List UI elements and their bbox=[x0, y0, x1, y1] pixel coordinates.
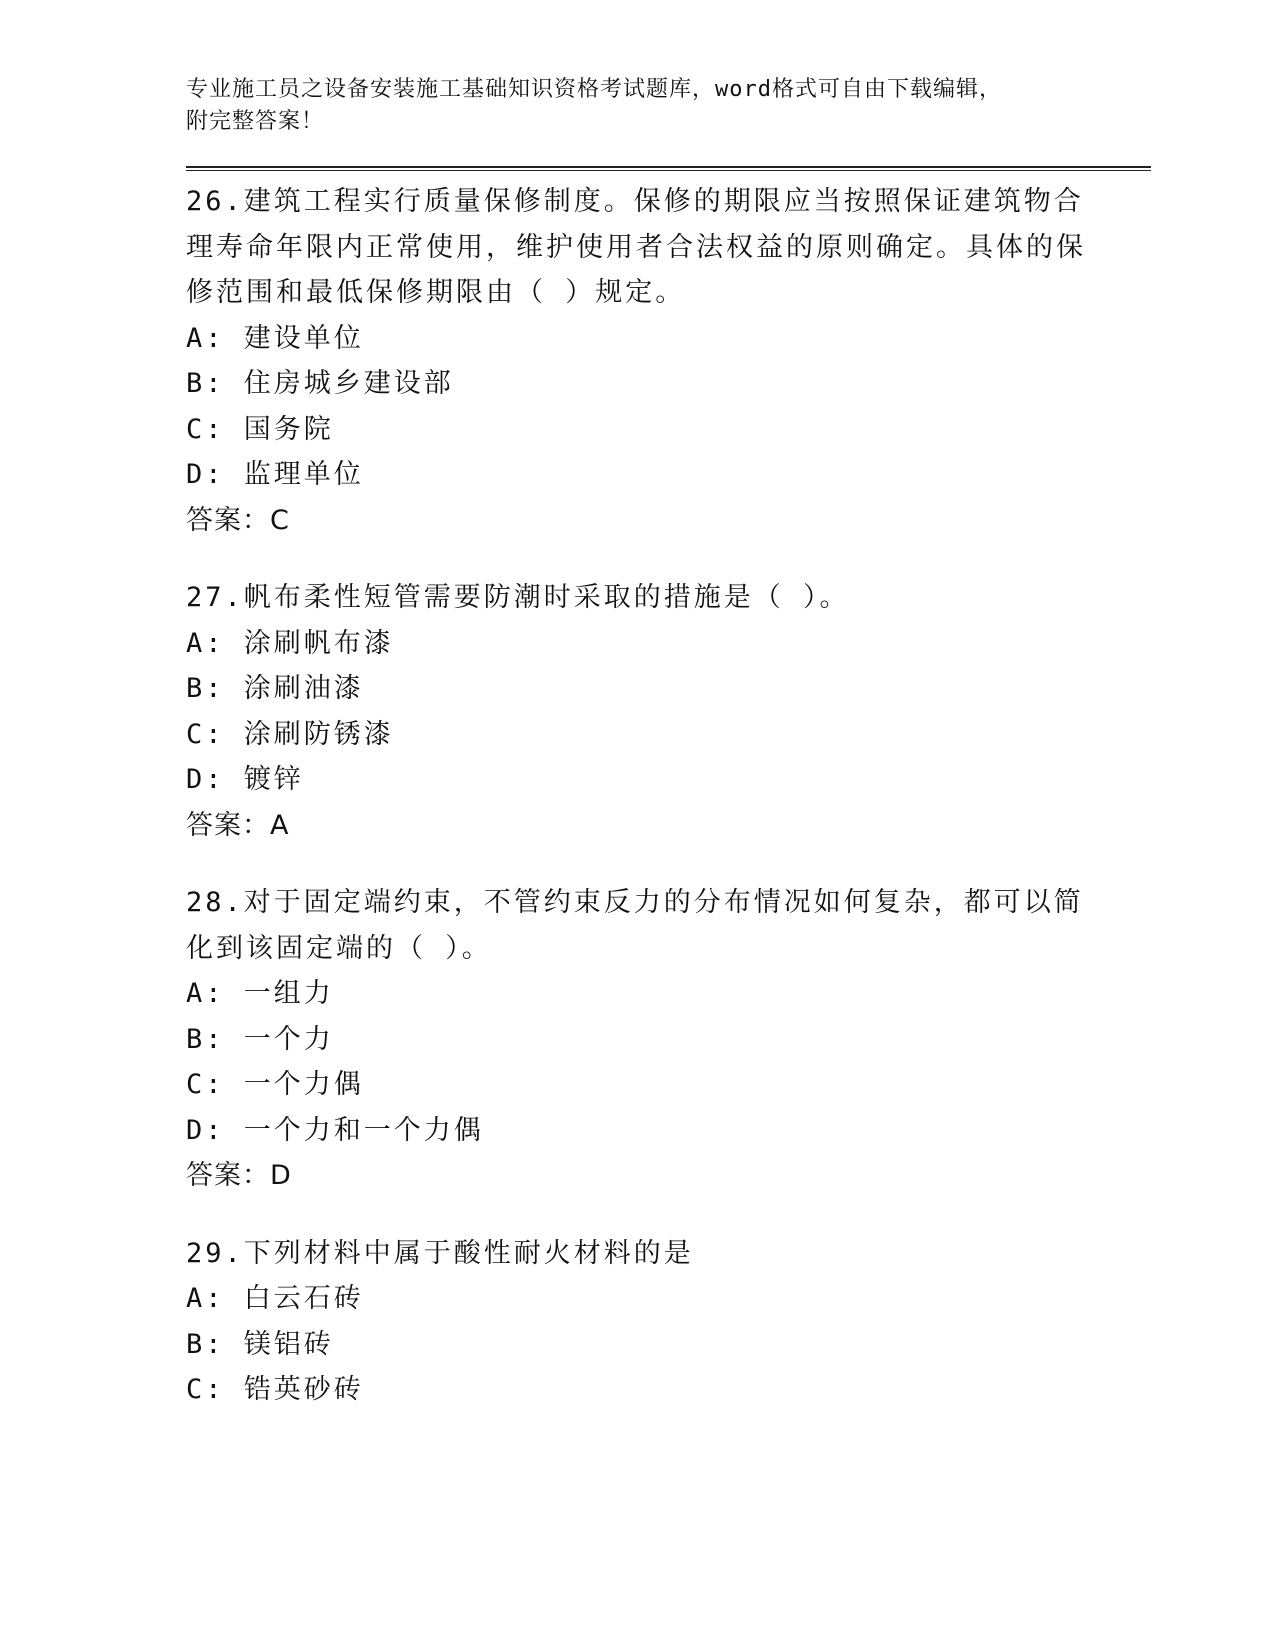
option-a: A: 一组力 bbox=[186, 978, 334, 1009]
option-c: C: 一个力偶 bbox=[186, 1069, 364, 1100]
option-b: B: 涂刷油漆 bbox=[186, 673, 364, 704]
option-d: D: 镀锌 bbox=[186, 764, 304, 795]
option-d: D: 一个力和一个力偶 bbox=[186, 1114, 484, 1146]
answer: 答案：D bbox=[186, 1160, 292, 1191]
question-stem: 28.对于固定端约束，不管约束反力的分布情况如何复杂，都可以简化到该固定端的（ ）。 bbox=[186, 887, 1084, 964]
question-28 bbox=[186, 880, 1151, 1199]
question-stem: 29.下列材料中属于酸性耐火材料的是 bbox=[186, 1237, 694, 1269]
question-29 bbox=[186, 1231, 1151, 1413]
option-a: A: 白云石砖 bbox=[186, 1283, 364, 1314]
option-b: B: 住房城乡建设部 bbox=[186, 368, 454, 399]
document-header: 专业施工员之设备安装施工基础知识资格考试题库，word格式可自由下载编辑， 附完整答案！ bbox=[186, 77, 1002, 134]
option-c: C: 锆英砂砖 bbox=[186, 1374, 364, 1405]
answer: 答案：A bbox=[186, 809, 290, 841]
answer: 答案：C bbox=[186, 504, 290, 536]
option-b: B: 镁铝砖 bbox=[186, 1328, 334, 1360]
option-c: C: 涂刷防锈漆 bbox=[186, 718, 394, 750]
option-a: A: 建设单位 bbox=[186, 322, 364, 354]
question-26 bbox=[186, 179, 1151, 543]
question-stem: 27.帆布柔性短管需要防潮时采取的措施是（ ）。 bbox=[186, 582, 850, 613]
document-page bbox=[186, 74, 1151, 1413]
header-divider-thin bbox=[186, 170, 1151, 171]
option-c: C: 国务院 bbox=[186, 413, 334, 445]
question-27 bbox=[186, 575, 1151, 848]
header-divider-thick bbox=[186, 166, 1151, 168]
option-d: D: 监理单位 bbox=[186, 459, 364, 490]
question-stem: 26.建筑工程实行质量保修制度。保修的期限应当按照保证建筑物合理寿命年限内正常使用，维护使用者合法权益的原则确定。具体的保修范围和最低保修期限由（ ）规定。 bbox=[186, 186, 1086, 308]
option-b: B: 一个力 bbox=[186, 1023, 334, 1055]
option-a: A: 涂刷帆布漆 bbox=[186, 627, 394, 659]
